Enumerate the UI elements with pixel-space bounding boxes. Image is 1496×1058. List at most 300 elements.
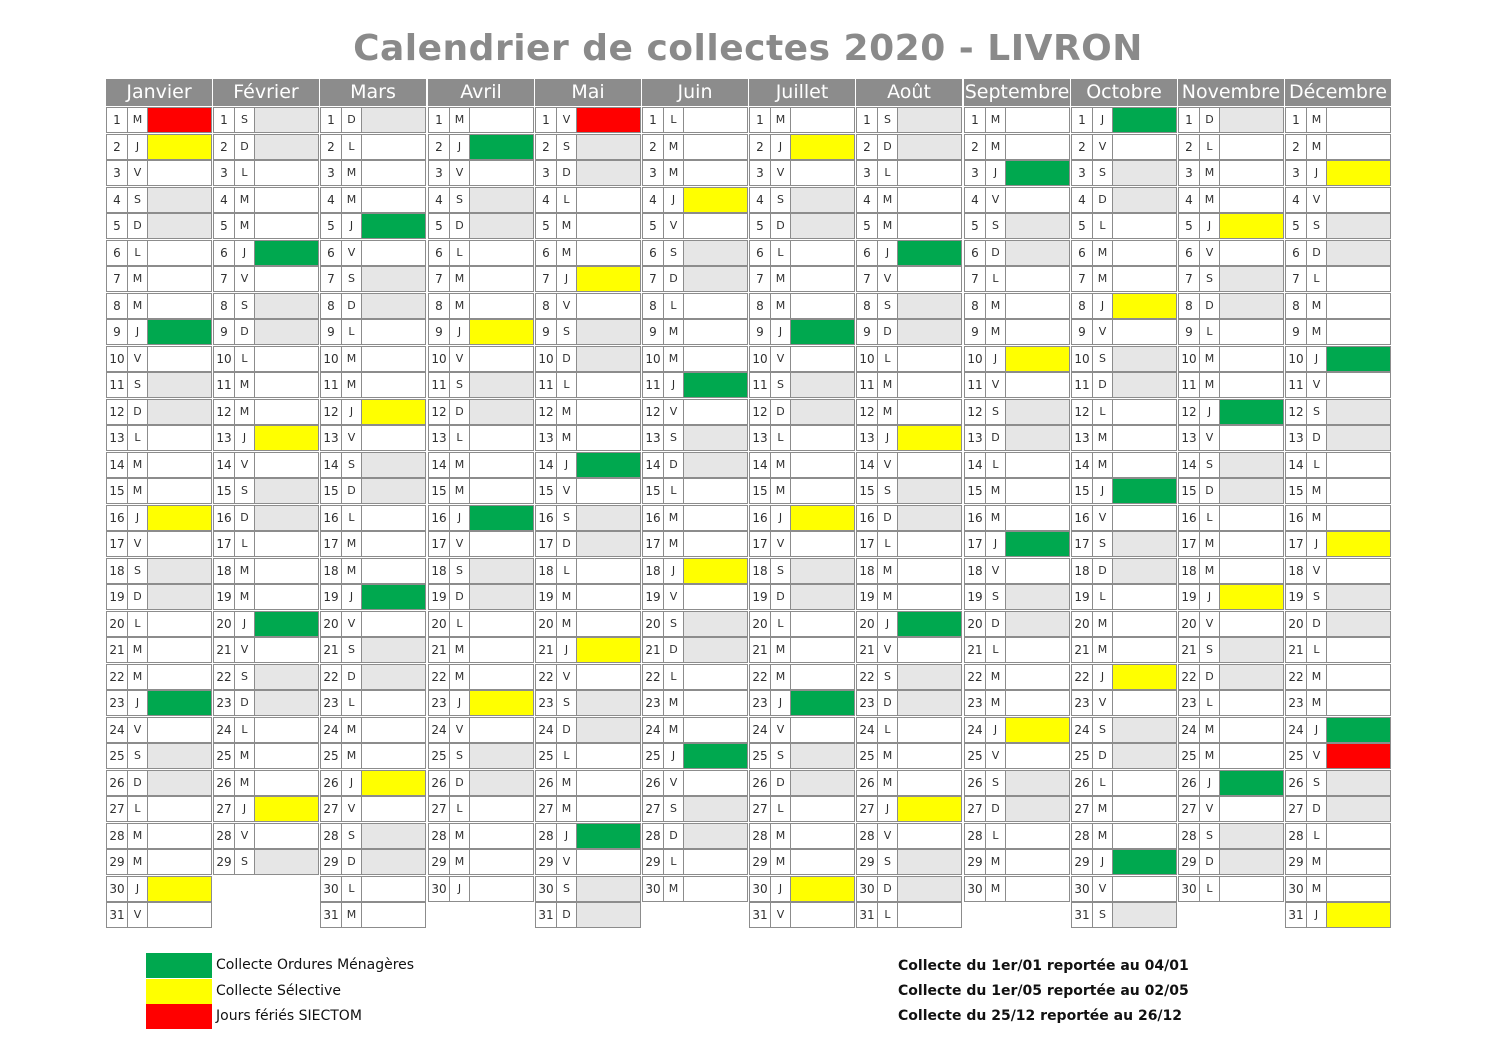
day-number: 8	[106, 293, 128, 319]
collection-cell	[1326, 240, 1391, 266]
collection-cell	[897, 240, 962, 266]
collection-cell	[1219, 240, 1284, 266]
weekday-letter: S	[341, 823, 362, 849]
note-text: Collecte du 1er/01 reportée au 04/01	[898, 958, 1189, 974]
weekday-letter: J	[449, 690, 470, 716]
weekday-letter: J	[556, 452, 577, 478]
day-number: 24	[1071, 717, 1093, 743]
collection-cell	[147, 664, 212, 690]
weekday-letter: V	[1306, 187, 1327, 213]
day-number: 6	[642, 240, 664, 266]
weekday-letter: V	[1199, 425, 1220, 451]
collection-cell	[1326, 505, 1391, 531]
collection-cell	[1326, 213, 1391, 239]
weekday-letter: V	[556, 478, 577, 504]
day-number: 31	[106, 902, 128, 928]
day-number: 4	[642, 187, 664, 213]
weekday-letter: D	[341, 478, 362, 504]
weekday-letter: D	[234, 134, 255, 160]
day-number: 26	[428, 770, 450, 796]
weekday-letter: J	[770, 505, 791, 531]
weekday-letter: L	[663, 478, 684, 504]
day-number: 5	[428, 213, 450, 239]
collection-cell	[790, 213, 855, 239]
day-number: 25	[642, 743, 664, 769]
collection-cell	[897, 664, 962, 690]
collection-cell	[147, 531, 212, 557]
collection-cell	[147, 187, 212, 213]
weekday-letter: S	[341, 452, 362, 478]
day-number: 6	[964, 240, 986, 266]
collection-cell	[1112, 266, 1177, 292]
weekday-letter: M	[1199, 372, 1220, 398]
day-number: 5	[320, 213, 342, 239]
collection-cell	[790, 134, 855, 160]
weekday-letter: M	[985, 134, 1006, 160]
weekday-letter: D	[770, 399, 791, 425]
day-number: 11	[428, 372, 450, 398]
weekday-letter: M	[556, 796, 577, 822]
weekday-letter: M	[449, 849, 470, 875]
collection-cell	[897, 399, 962, 425]
collection-cell	[254, 558, 319, 584]
weekday-letter: S	[663, 611, 684, 637]
day-number: 14	[749, 452, 771, 478]
day-number: 24	[320, 717, 342, 743]
weekday-letter: D	[556, 717, 577, 743]
month-header: Août	[856, 79, 962, 106]
day-number: 13	[1071, 425, 1093, 451]
day-number: 16	[106, 505, 128, 531]
weekday-letter: L	[341, 134, 362, 160]
weekday-letter: L	[341, 690, 362, 716]
collection-cell	[683, 717, 748, 743]
collection-cell	[1112, 213, 1177, 239]
collection-cell	[897, 876, 962, 902]
weekday-letter: J	[127, 134, 148, 160]
weekday-letter: D	[127, 584, 148, 610]
day-number: 26	[642, 770, 664, 796]
collection-cell	[683, 319, 748, 345]
day-number: 9	[964, 319, 986, 345]
collection-cell	[683, 213, 748, 239]
collection-cell	[147, 823, 212, 849]
collection-cell	[1005, 849, 1070, 875]
collection-cell	[1219, 770, 1284, 796]
collection-cell	[683, 876, 748, 902]
collection-cell	[254, 770, 319, 796]
weekday-letter: M	[556, 770, 577, 796]
weekday-letter: M	[1092, 266, 1113, 292]
weekday-letter: M	[449, 664, 470, 690]
day-number: 4	[535, 187, 557, 213]
day-number: 8	[213, 293, 235, 319]
weekday-letter: V	[234, 266, 255, 292]
collection-cell	[1005, 558, 1070, 584]
day-number: 7	[1071, 266, 1093, 292]
collection-cell	[469, 849, 534, 875]
collection-cell	[1005, 346, 1070, 372]
weekday-letter: V	[234, 452, 255, 478]
day-number: 14	[642, 452, 664, 478]
day-number: 25	[106, 743, 128, 769]
collection-cell	[1112, 346, 1177, 372]
weekday-letter: J	[1199, 770, 1220, 796]
collection-cell	[469, 743, 534, 769]
collection-cell	[1112, 690, 1177, 716]
weekday-letter: M	[127, 107, 148, 133]
weekday-letter: V	[1092, 134, 1113, 160]
collection-cell	[361, 664, 426, 690]
day-number: 18	[535, 558, 557, 584]
collection-cell	[683, 584, 748, 610]
day-number: 19	[1285, 584, 1307, 610]
day-number: 15	[1285, 478, 1307, 504]
collection-cell	[1005, 717, 1070, 743]
weekday-letter: D	[1199, 107, 1220, 133]
collection-cell	[254, 160, 319, 186]
day-number: 30	[535, 876, 557, 902]
weekday-letter: M	[985, 690, 1006, 716]
weekday-letter: D	[234, 319, 255, 345]
weekday-letter: M	[985, 107, 1006, 133]
day-number: 11	[213, 372, 235, 398]
weekday-letter: D	[1199, 849, 1220, 875]
weekday-letter: M	[1199, 187, 1220, 213]
weekday-letter: V	[234, 637, 255, 663]
collection-cell	[1219, 611, 1284, 637]
collection-cell	[1219, 690, 1284, 716]
weekday-letter: D	[556, 531, 577, 557]
collection-cell	[1005, 505, 1070, 531]
collection-cell	[576, 902, 641, 928]
day-number: 9	[320, 319, 342, 345]
weekday-letter: V	[127, 717, 148, 743]
collection-cell	[1219, 134, 1284, 160]
day-number: 11	[1178, 372, 1200, 398]
collection-cell	[897, 266, 962, 292]
weekday-letter: M	[449, 293, 470, 319]
day-number: 23	[106, 690, 128, 716]
month-header: Mai	[535, 79, 641, 106]
day-number: 15	[749, 478, 771, 504]
collection-cell	[1112, 531, 1177, 557]
day-number: 1	[964, 107, 986, 133]
collection-cell	[1219, 266, 1284, 292]
collection-cell	[147, 293, 212, 319]
collection-cell	[361, 637, 426, 663]
weekday-letter: M	[127, 478, 148, 504]
collection-cell	[790, 399, 855, 425]
collection-cell	[576, 717, 641, 743]
weekday-letter: S	[1092, 160, 1113, 186]
day-number: 16	[535, 505, 557, 531]
collection-cell	[790, 876, 855, 902]
day-number: 20	[856, 611, 878, 637]
weekday-letter: S	[1306, 770, 1327, 796]
weekday-letter: M	[234, 743, 255, 769]
collection-cell	[361, 743, 426, 769]
day-number: 30	[1285, 876, 1307, 902]
weekday-letter: M	[341, 160, 362, 186]
day-number: 4	[749, 187, 771, 213]
weekday-letter: L	[234, 346, 255, 372]
collection-cell	[469, 399, 534, 425]
collection-cell	[1326, 293, 1391, 319]
weekday-letter: J	[341, 770, 362, 796]
weekday-letter: L	[556, 187, 577, 213]
day-number: 28	[749, 823, 771, 849]
collection-cell	[147, 876, 212, 902]
weekday-letter: V	[985, 187, 1006, 213]
day-number: 24	[1285, 717, 1307, 743]
weekday-letter: J	[449, 876, 470, 902]
day-number: 6	[320, 240, 342, 266]
weekday-letter: J	[985, 346, 1006, 372]
collection-cell	[361, 876, 426, 902]
collection-cell	[576, 796, 641, 822]
collection-cell	[897, 425, 962, 451]
weekday-letter: M	[449, 107, 470, 133]
day-number: 24	[856, 717, 878, 743]
weekday-letter: L	[663, 849, 684, 875]
day-number: 7	[535, 266, 557, 292]
weekday-letter: M	[234, 770, 255, 796]
weekday-letter: V	[341, 796, 362, 822]
day-number: 3	[320, 160, 342, 186]
day-number: 25	[1178, 743, 1200, 769]
collection-cell	[790, 637, 855, 663]
day-number: 15	[428, 478, 450, 504]
weekday-letter: V	[663, 399, 684, 425]
collection-cell	[790, 902, 855, 928]
day-number: 11	[1285, 372, 1307, 398]
day-number: 8	[642, 293, 664, 319]
day-number: 9	[1285, 319, 1307, 345]
weekday-letter: S	[127, 743, 148, 769]
weekday-letter: J	[127, 505, 148, 531]
day-number: 20	[213, 611, 235, 637]
weekday-letter: S	[1306, 213, 1327, 239]
weekday-letter: J	[127, 876, 148, 902]
day-number: 18	[428, 558, 450, 584]
day-number: 29	[856, 849, 878, 875]
collection-cell	[1112, 637, 1177, 663]
weekday-letter: V	[985, 372, 1006, 398]
weekday-letter: M	[1092, 637, 1113, 663]
day-number: 29	[428, 849, 450, 875]
collection-cell	[576, 160, 641, 186]
weekday-letter: M	[1092, 240, 1113, 266]
collection-cell	[1112, 319, 1177, 345]
weekday-letter: M	[663, 505, 684, 531]
collection-cell	[576, 452, 641, 478]
weekday-letter: V	[663, 770, 684, 796]
collection-cell	[790, 107, 855, 133]
weekday-letter: V	[877, 823, 898, 849]
day-number: 12	[856, 399, 878, 425]
legend-swatch-green	[146, 953, 212, 978]
weekday-letter: V	[1199, 240, 1220, 266]
weekday-letter: M	[449, 452, 470, 478]
day-number: 22	[1071, 664, 1093, 690]
collection-cell	[1005, 637, 1070, 663]
day-number: 14	[964, 452, 986, 478]
collection-cell	[254, 213, 319, 239]
day-number: 1	[1178, 107, 1200, 133]
day-number: 7	[642, 266, 664, 292]
weekday-letter: M	[877, 743, 898, 769]
day-number: 19	[106, 584, 128, 610]
day-number: 23	[1071, 690, 1093, 716]
collection-cell	[254, 690, 319, 716]
weekday-letter: M	[127, 823, 148, 849]
weekday-letter: J	[556, 637, 577, 663]
weekday-letter: D	[877, 134, 898, 160]
weekday-letter: D	[770, 213, 791, 239]
day-number: 2	[856, 134, 878, 160]
collection-cell	[1112, 293, 1177, 319]
day-number: 28	[1071, 823, 1093, 849]
collection-cell	[1005, 319, 1070, 345]
collection-cell	[1112, 478, 1177, 504]
day-number: 13	[106, 425, 128, 451]
collection-cell	[790, 743, 855, 769]
collection-cell	[1005, 266, 1070, 292]
day-number: 16	[320, 505, 342, 531]
collection-cell	[361, 187, 426, 213]
day-number: 14	[428, 452, 450, 478]
collection-cell	[469, 187, 534, 213]
weekday-letter: S	[127, 558, 148, 584]
day-number: 16	[642, 505, 664, 531]
weekday-letter: D	[985, 240, 1006, 266]
day-number: 24	[535, 717, 557, 743]
collection-cell	[147, 743, 212, 769]
day-number: 21	[320, 637, 342, 663]
weekday-letter: M	[663, 717, 684, 743]
collection-cell	[361, 823, 426, 849]
collection-cell	[897, 770, 962, 796]
collection-cell	[469, 107, 534, 133]
collection-cell	[254, 796, 319, 822]
day-number: 9	[856, 319, 878, 345]
day-number: 24	[106, 717, 128, 743]
day-number: 12	[428, 399, 450, 425]
collection-cell	[790, 717, 855, 743]
day-number: 18	[320, 558, 342, 584]
collection-cell	[1112, 849, 1177, 875]
collection-cell	[576, 505, 641, 531]
collection-cell	[1326, 690, 1391, 716]
day-number: 7	[1178, 266, 1200, 292]
weekday-letter: M	[877, 584, 898, 610]
day-number: 30	[1071, 876, 1093, 902]
weekday-letter: J	[1092, 293, 1113, 319]
collection-cell	[897, 293, 962, 319]
collection-cell	[1219, 796, 1284, 822]
day-number: 1	[1071, 107, 1093, 133]
collection-cell	[469, 319, 534, 345]
day-number: 14	[535, 452, 557, 478]
weekday-letter: S	[877, 293, 898, 319]
day-number: 4	[213, 187, 235, 213]
day-number: 25	[535, 743, 557, 769]
weekday-letter: J	[1306, 717, 1327, 743]
collection-cell	[683, 664, 748, 690]
month-header: Juin	[642, 79, 748, 106]
collection-cell	[361, 425, 426, 451]
day-number: 27	[213, 796, 235, 822]
collection-cell	[147, 240, 212, 266]
day-number: 17	[320, 531, 342, 557]
day-number: 5	[535, 213, 557, 239]
collection-cell	[147, 584, 212, 610]
collection-cell	[1005, 743, 1070, 769]
collection-cell	[683, 849, 748, 875]
day-number: 31	[320, 902, 342, 928]
month-header: Septembre	[964, 79, 1070, 106]
weekday-letter: S	[770, 558, 791, 584]
legend-swatch-red	[146, 1004, 212, 1029]
weekday-letter: S	[877, 849, 898, 875]
day-number: 25	[1285, 743, 1307, 769]
day-number: 19	[1178, 584, 1200, 610]
day-number: 4	[1071, 187, 1093, 213]
weekday-letter: S	[234, 293, 255, 319]
collection-cell	[1005, 690, 1070, 716]
collection-cell	[361, 452, 426, 478]
weekday-letter: M	[1306, 664, 1327, 690]
day-number: 17	[535, 531, 557, 557]
weekday-letter: M	[770, 478, 791, 504]
collection-cell	[361, 531, 426, 557]
weekday-letter: V	[770, 346, 791, 372]
collection-cell	[361, 293, 426, 319]
weekday-letter: J	[556, 266, 577, 292]
collection-cell	[469, 505, 534, 531]
collection-cell	[1005, 531, 1070, 557]
day-number: 5	[1285, 213, 1307, 239]
day-number: 3	[1285, 160, 1307, 186]
day-number: 5	[964, 213, 986, 239]
day-number: 15	[856, 478, 878, 504]
weekday-letter: J	[234, 796, 255, 822]
collection-cell	[897, 134, 962, 160]
weekday-letter: L	[1199, 876, 1220, 902]
collection-cell	[361, 849, 426, 875]
day-number: 11	[1071, 372, 1093, 398]
collection-cell	[576, 770, 641, 796]
weekday-letter: J	[1092, 107, 1113, 133]
weekday-letter: M	[770, 849, 791, 875]
collection-cell	[1005, 664, 1070, 690]
collection-cell	[469, 717, 534, 743]
collection-cell	[1112, 372, 1177, 398]
collection-cell	[576, 266, 641, 292]
day-number: 5	[213, 213, 235, 239]
collection-cell	[1219, 558, 1284, 584]
day-number: 26	[749, 770, 771, 796]
collection-cell	[576, 399, 641, 425]
weekday-letter: M	[877, 558, 898, 584]
day-number: 28	[856, 823, 878, 849]
collection-cell	[361, 160, 426, 186]
weekday-letter: S	[877, 107, 898, 133]
weekday-letter: M	[341, 717, 362, 743]
weekday-letter: D	[770, 584, 791, 610]
day-number: 13	[1178, 425, 1200, 451]
